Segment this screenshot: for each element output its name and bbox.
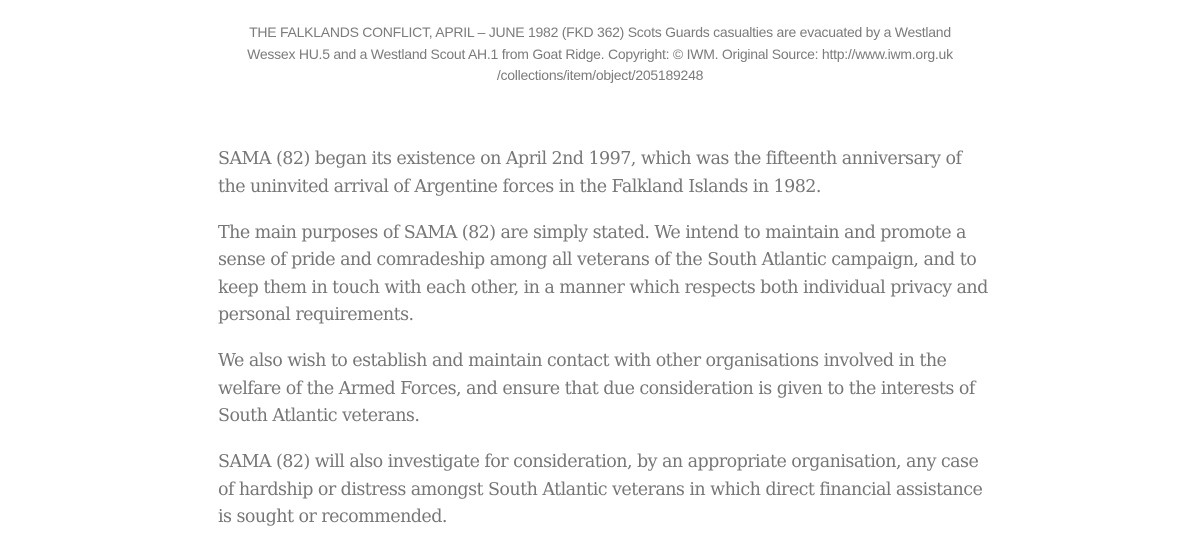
image-caption — [230, 22, 970, 87]
paragraph-contact: We also wish to establish and maintain contact with other organisations involved in the welfare of the Armed Forces, and ensure that due consideration is given to the interests of South Atlantic veterans. — [218, 351, 975, 426]
article-body — [218, 146, 990, 550]
caption-line-1: THE FALKLANDS CONFLICT, APRIL – JUNE 1982 (FKD 362) Scots Guards casualties are evacuated by a Westland — [249, 24, 951, 40]
paragraph-hardship: SAMA (82) will also investigate for consideration, by an appropriate organisation, any case of hardship or distress amongst South Atlantic veterans in which direct financial assistance is sought or recommended. — [218, 452, 983, 527]
caption-line-3: /collections/item/object/205189248 — [496, 67, 704, 83]
paragraph-purposes: The main purposes of SAMA (82) are simply stated. We intend to maintain and promote a sense of pride and comradeship among all veterans of the South Atlantic campaign, and to keep them in touch with each other, in a manner which respects both individual privacy and personal requirements. — [218, 222, 988, 325]
caption-line-2: Wessex HU.5 and a Westland Scout AH.1 from Goat Ridge. Copyright: © IWM. Original Source: http://www.iwm.org.uk — [247, 45, 953, 62]
paragraph-founding: SAMA (82) began its existence on April 2nd 1997, which was the fifteenth anniversary of the uninvited arrival of Argentine forces in the Falkland Islands in 1982. — [218, 149, 962, 197]
